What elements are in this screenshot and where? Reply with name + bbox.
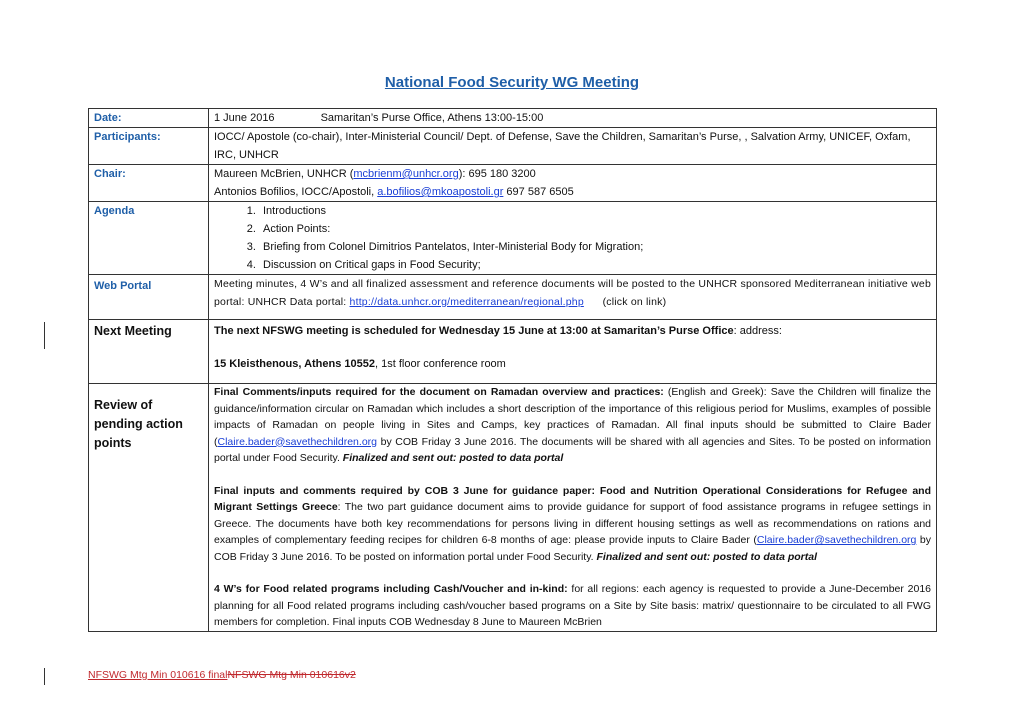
document-footer: [88, 669, 356, 681]
agenda-item: 4. Discussion on Critical gaps in Food Security;: [259, 256, 931, 274]
web-portal-label: Web Portal: [89, 275, 209, 320]
footer-deleted-filename: NFSWG Mtg Min 010616v2: [227, 669, 356, 681]
meeting-date: 1 June 2016: [214, 112, 275, 124]
agenda-row: [89, 202, 937, 275]
revision-change-bar: [44, 322, 45, 349]
agenda-item: 3. Briefing from Colonel Dimitrios Pantelatos, Inter-Ministerial Body for Migration;: [259, 238, 931, 256]
click-on-link-note: (click on link): [602, 296, 667, 308]
review-item-text: : The two part guidance document aims to provide guidance for support of food assistance programs in refugee settings in Greece. The documents have both key recommendations for persons living in different housing settings as well as recommendations on rations and examples of complementary feeding recipes for children 6-8 months of age: please provide inputs to Claire Bader (: [214, 501, 932, 546]
next-meeting-room: , 1st floor conference room: [375, 358, 506, 370]
agenda-list: [214, 202, 931, 274]
next-meeting-line-1: [214, 322, 931, 340]
next-meeting-address-label: : address:: [733, 325, 782, 337]
chair-row: [89, 165, 937, 202]
review-item-text: for all regions: each agency is requested to provide a June-December 2016 planning for all Food related programs including cash/voucher based programs on a Site by Site basis: matrix/ questionnaire to be circulated to all FWG members for completion. Final inputs COB Wednesday 8 June to Maureen McBrien: [214, 583, 932, 628]
review-item-text: (English and Greek): Save the Children will finalize the guidance/information circular on Ramadan which includes a short description of the importance of this religious period for Muslims, examples of possible impacts of Ramadan on people living in Sites and Camps, key practices of Ramadan. All final inputs should be submitted to Claire Bader (: [214, 386, 931, 448]
agenda-value: [209, 202, 937, 275]
chair-2-name: Antonios Bofilios, IOCC/Apostoli,: [214, 186, 378, 198]
chair-label: Chair:: [89, 165, 209, 202]
review-value: [209, 384, 937, 632]
document-title: National Food Security WG Meeting: [384, 74, 640, 91]
next-meeting-value: [209, 320, 937, 384]
review-item-status: Finalized and sent out: posted to data portal: [596, 550, 818, 563]
review-label-cell: [89, 384, 209, 632]
claire-bader-email-link[interactable]: Claire.bader@savethechildren.org: [756, 534, 917, 546]
next-meeting-address: 15 Kleisthenous, Athens 10552: [214, 358, 375, 370]
review-item-text: by COB Friday 3 June 2016. The documents will be shared with all agencies and Sites. To be posted on information portal under Food Security.: [214, 435, 931, 464]
agenda-label: Agenda: [89, 202, 209, 275]
data-portal-link[interactable]: http://data.unhcr.org/mediterranean/regional.php: [349, 296, 584, 308]
review-item-guidance-paper: [214, 483, 931, 566]
chair-2-phone: 697 587 6505: [503, 186, 574, 198]
review-item-status: Finalized and sent out: posted to data portal: [342, 452, 564, 464]
review-item-ramadan: [214, 384, 931, 467]
review-item-heading: 4 W’s for Food related programs including Cash/Voucher and in-kind:: [214, 583, 568, 595]
meeting-minutes-table: [88, 108, 937, 632]
web-portal-value: [209, 275, 937, 320]
next-meeting-row: [89, 320, 937, 384]
participants-label: Participants:: [89, 128, 209, 165]
chair-line-2: [214, 183, 931, 201]
chair-1-name: Maureen McBrien, UNHCR (: [214, 168, 354, 180]
claire-bader-email-link[interactable]: Claire.bader@savethechildren.org: [217, 435, 377, 448]
date-row: [89, 109, 937, 128]
review-item-4ws: [214, 581, 931, 631]
date-label: Date:: [89, 109, 209, 128]
review-item-heading: Final Comments/inputs required for the document on Ramadan overview and practices:: [214, 386, 664, 398]
participants-row: [89, 128, 937, 165]
review-label: Review of pending action points: [94, 398, 183, 450]
agenda-item: 1. Introductions: [259, 202, 931, 220]
chair-line-1: [214, 165, 931, 183]
chair-2-email-link[interactable]: a.bofilios@mkoapostoli.gr: [377, 186, 504, 198]
chair-1-email-link[interactable]: mcbrienm@unhcr.org: [353, 168, 459, 180]
review-item-text: by COB Friday 3 June 2016. To be posted on information portal under Food Security.: [214, 534, 932, 563]
review-item-heading: Final inputs and comments required by COB 3 June for guidance paper: Food and Nutrition Operational Considerations for Refugee and Migrant Settings Greece: [214, 484, 931, 513]
next-meeting-label: Next Meeting: [89, 320, 209, 384]
revision-change-bar: [44, 668, 45, 685]
review-row: [89, 384, 937, 632]
date-value: [209, 109, 937, 128]
agenda-item: 2. Action Points:: [259, 220, 931, 238]
next-meeting-line-2: [214, 355, 931, 373]
footer-filename: NFSWG Mtg Min 010616 final: [88, 669, 228, 681]
next-meeting-schedule: The next NFSWG meeting is scheduled for Wednesday 15 June at 13:00 at Samaritan’s Purse Office: [214, 325, 734, 337]
chair-value: [209, 165, 937, 202]
chair-1-phone: ): 695 180 3200: [458, 168, 536, 180]
web-portal-row: [89, 275, 937, 320]
participants-value: IOCC/ Apostole (co-chair), Inter-Ministerial Council/ Dept. of Defense, Save the Children, Samaritan’s Purse, , Salvation Army, UNICEF, Oxfam, IRC, UNHCR: [209, 128, 937, 165]
meeting-location-time: Samaritan’s Purse Office, Athens 13:00-15:00: [320, 112, 544, 124]
web-portal-text: Meeting minutes, 4 W’s and all finalized assessment and reference documents will be posted to the UNHCR sponsored Mediterranean initiative web portal: UNHCR Data portal:: [214, 278, 931, 308]
